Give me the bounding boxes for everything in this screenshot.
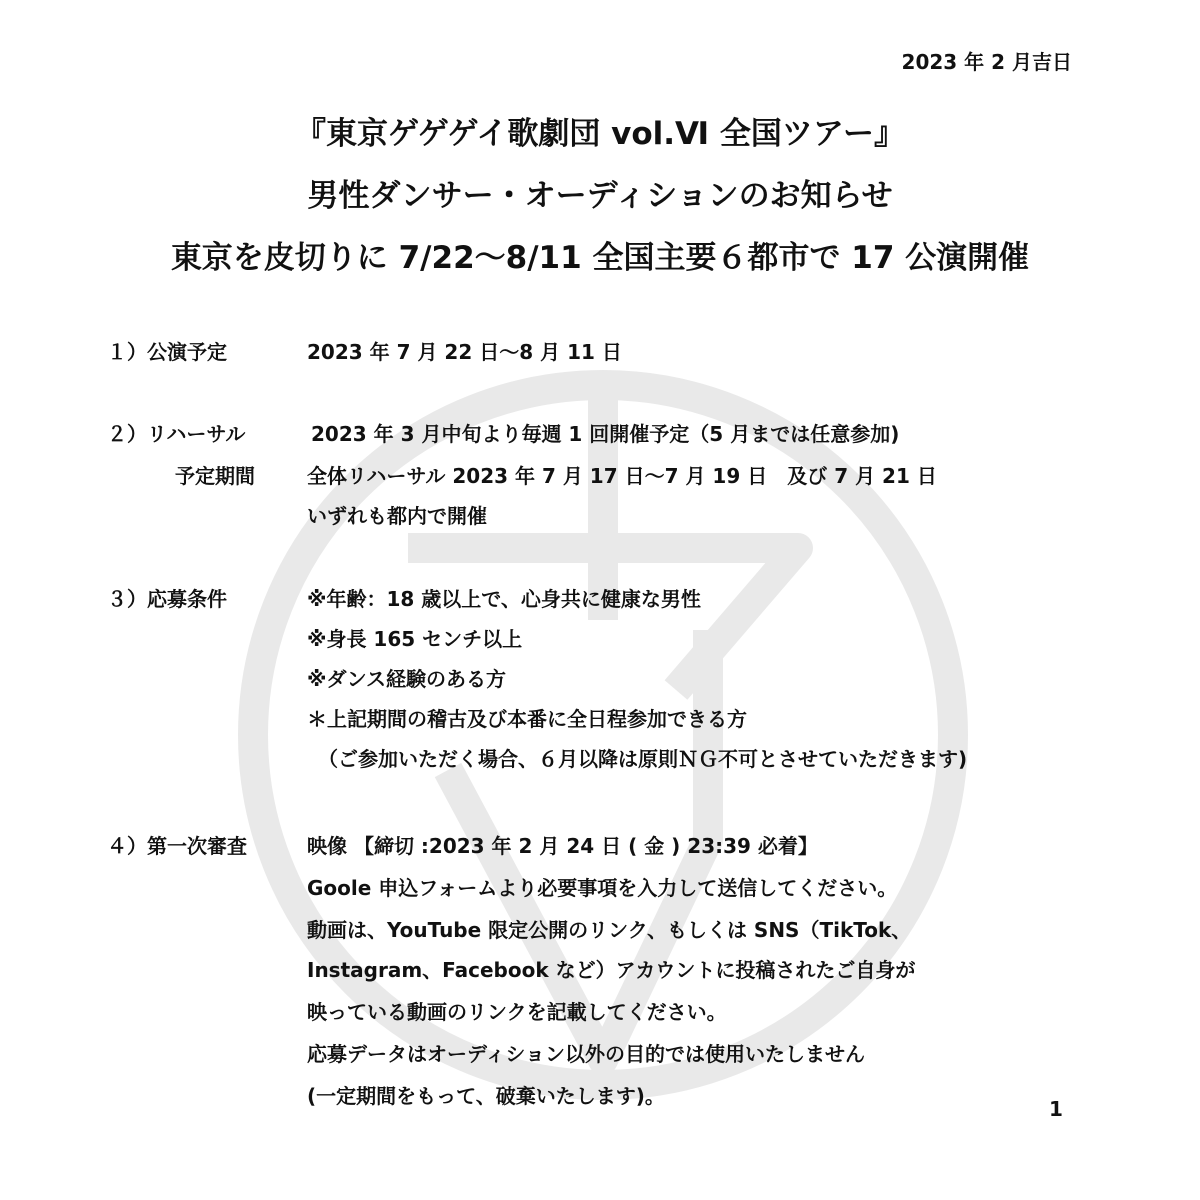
rehearsal-line: 全体リハーサル 2023 年 7 月 17 日〜7 月 19 日 及び 7 月 21 日 — [307, 464, 937, 488]
rehearsal-line: いずれも都内で開催 — [307, 504, 487, 528]
screening-line: 動画は、YouTube 限定公開のリンク、もしくは SNS（TikTok、 — [307, 918, 912, 942]
screening-line: 映っている動画のリンクを記載してください。 — [307, 1000, 727, 1024]
announcement-title-block — [0, 110, 1200, 296]
requirement-line: ※身長 165 センチ以上 — [307, 627, 523, 651]
section-label: ４）第一次審査 — [107, 834, 247, 858]
tour-title: 『東京ゲゲゲイ歌劇団 vol.Ⅵ 全国ツアー』 — [295, 116, 905, 152]
section-label: ２）リハーサル — [107, 422, 246, 446]
issue-date: 2023 年 2 月吉日 — [901, 50, 1072, 74]
screening-line: Instagram、Facebook など）アカウントに投稿されたご自身が — [307, 958, 916, 982]
requirement-line: ＊上記期間の稽古及び本番に全日程参加できる方 — [307, 707, 747, 731]
screening-line: Goole 申込フォームより必要事項を入力して送信してください。 — [307, 876, 898, 900]
section-label: １）公演予定 — [107, 340, 227, 364]
screening-line: (一定期間をもって、破棄いたします)。 — [307, 1084, 665, 1108]
screening-line: 応募データはオーディション以外の目的では使用いたしません — [307, 1042, 865, 1066]
section-label: ３）応募条件 — [107, 587, 227, 611]
requirement-line: ※年齢：18 歳以上で、心身共に健康な男性 — [307, 587, 701, 611]
page-number: 1 — [1049, 1097, 1063, 1121]
screening-line: 映像 【締切 :2023 年 2 月 24 日 ( 金 ) 23:39 必着】 — [307, 834, 818, 858]
rehearsal-line: 2023 年 3 月中旬より毎週 1 回開催予定（5 月までは任意参加) — [311, 422, 900, 446]
requirement-note: （ご参加いただく場合、６月以降は原則ＮＧ不可とさせていただきます) — [318, 747, 968, 771]
requirement-line: ※ダンス経験のある方 — [307, 667, 507, 691]
section-sublabel: 予定期間 — [175, 464, 255, 488]
audition-title: 男性ダンサー・オーディションのお知らせ — [307, 178, 893, 214]
tour-summary: 東京を皮切りに 7/22〜8/11 全国主要６都市で 17 公演開催 — [170, 240, 1030, 276]
schedule-value: 2023 年 7 月 22 日〜8 月 11 日 — [307, 340, 622, 364]
